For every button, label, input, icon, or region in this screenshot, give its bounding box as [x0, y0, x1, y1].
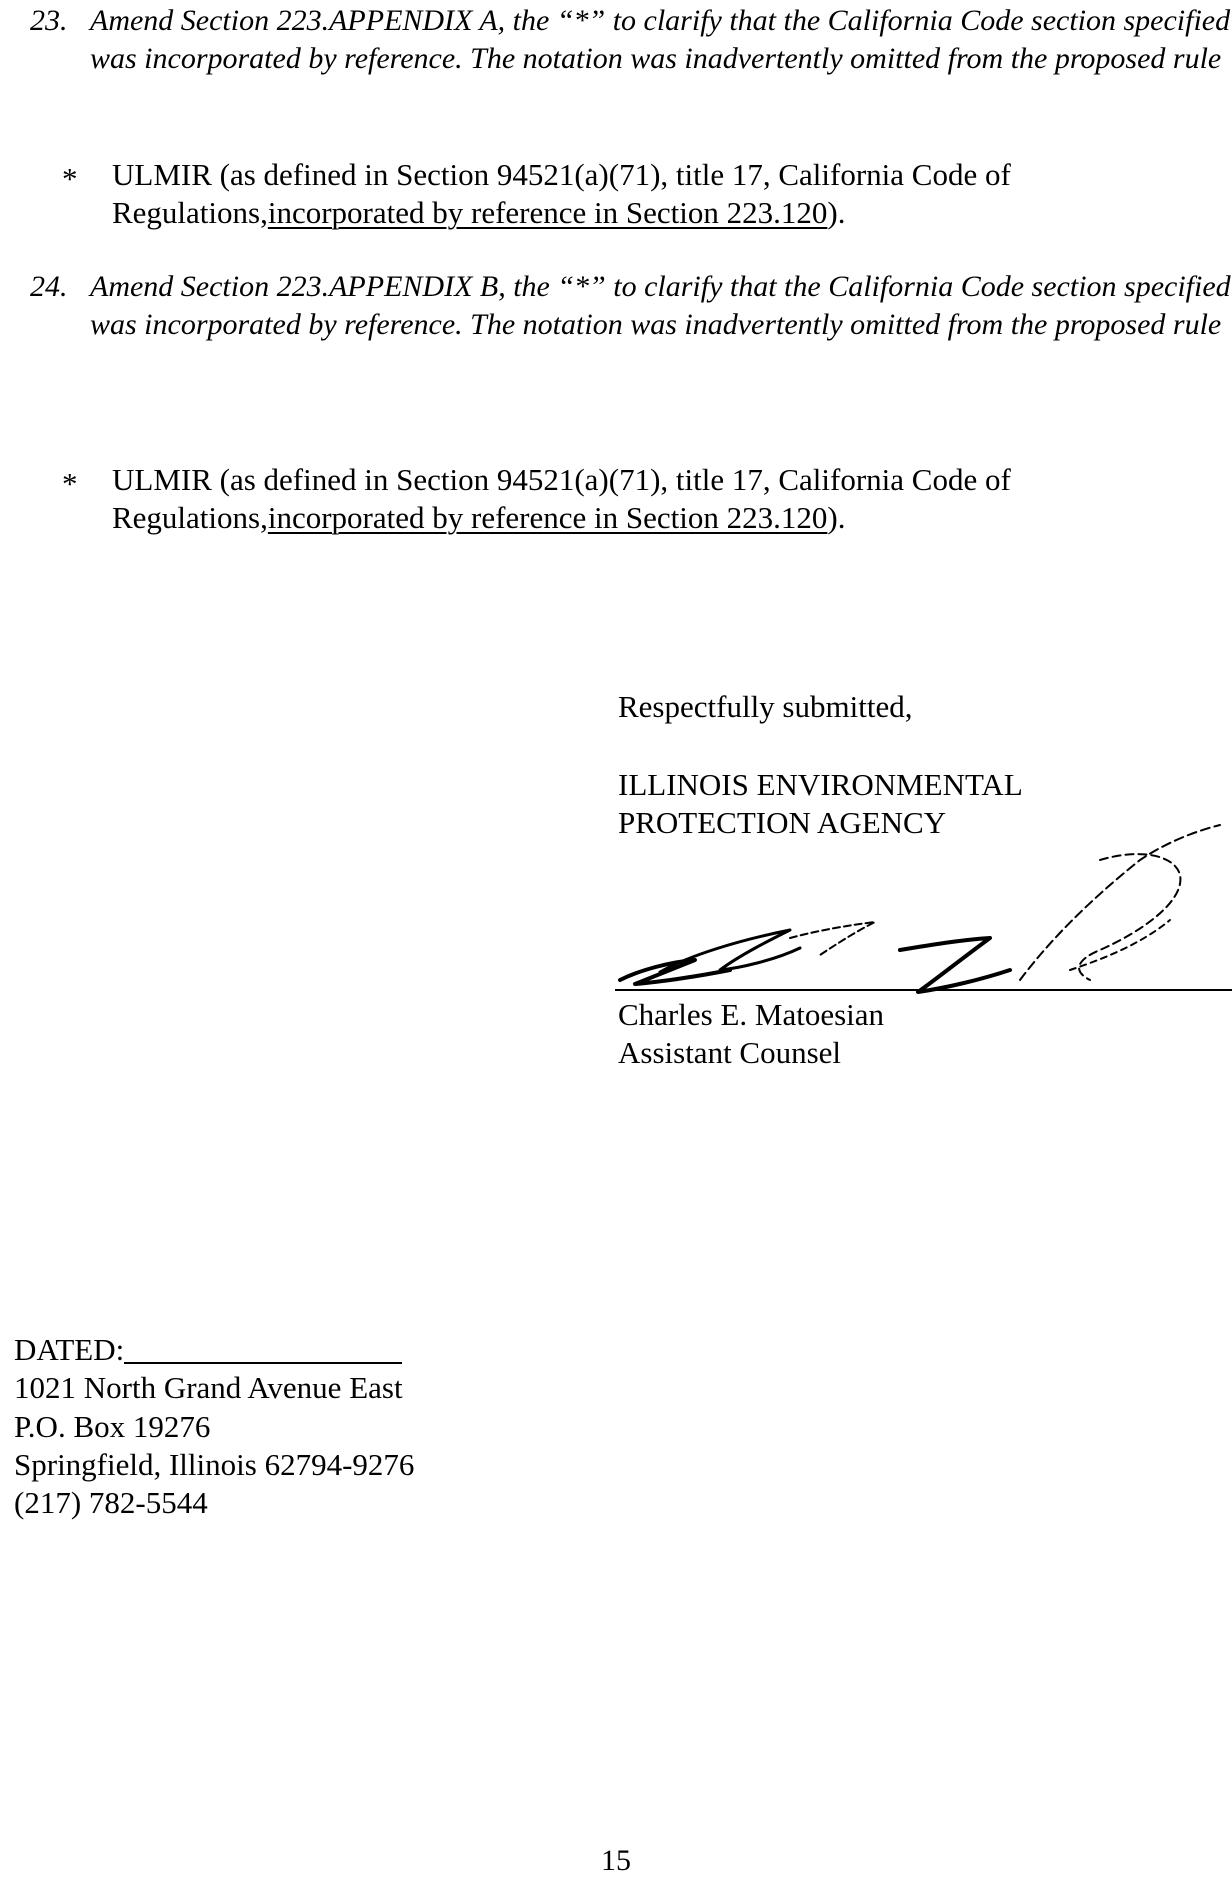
street-address: 1021 North Grand Avenue East: [14, 1370, 403, 1405]
dated-line: [14, 1331, 402, 1369]
footnote-tail: ).: [827, 195, 846, 230]
footnote-text: [112, 156, 1212, 232]
signer-title: Assistant Counsel: [618, 1035, 842, 1070]
city-state-zip: Springfield, Illinois 62794-9276: [14, 1447, 415, 1482]
handwritten-signature: [600, 820, 1232, 1010]
amendment-number: 23.: [30, 4, 68, 37]
date-blank: [124, 1332, 402, 1364]
dated-label: DATED:: [14, 1332, 125, 1367]
amendment-number: 24.: [30, 270, 68, 303]
footnote-tail: ).: [827, 500, 846, 535]
amendment-text: Amend Section 223.APPENDIX A, the “*” to clarify that the California Code section specified was incorporated by reference. The notation was inadvertently omitted from the proposed rule: [90, 4, 1231, 75]
signer-name: Charles E. Matoesian: [618, 997, 885, 1032]
closing: Respectfully submitted,: [618, 689, 913, 724]
footnote-text: [112, 461, 1212, 537]
footnote-marker: *: [62, 161, 78, 196]
org-line-1: ILLINOIS ENVIRONMENTAL: [618, 767, 1023, 802]
footnote-plain: ULMIR (as defined in Section 94521(a)(71), title 17, California Code of Regulations,: [112, 462, 1011, 535]
footnote-underlined: incorporated by reference in Section 223.120: [267, 500, 828, 535]
page-number: 15: [601, 1844, 631, 1877]
phone-number: (217) 782-5544: [14, 1485, 208, 1520]
footnote-plain: ULMIR (as defined in Section 94521(a)(71), title 17, California Code of Regulations,: [112, 157, 1011, 230]
org-line-2: PROTECTION AGENCY: [618, 805, 947, 840]
po-box: P.O. Box 19276: [14, 1409, 211, 1444]
footnote-underlined: incorporated by reference in Section 223.120: [267, 195, 828, 230]
amendment-text: Amend Section 223.APPENDIX B, the “*” to clarify that the California Code section specified was incorporated by reference. The notation was inadvertently omitted from the proposed rule: [90, 270, 1231, 341]
footnote-marker: *: [62, 466, 78, 501]
